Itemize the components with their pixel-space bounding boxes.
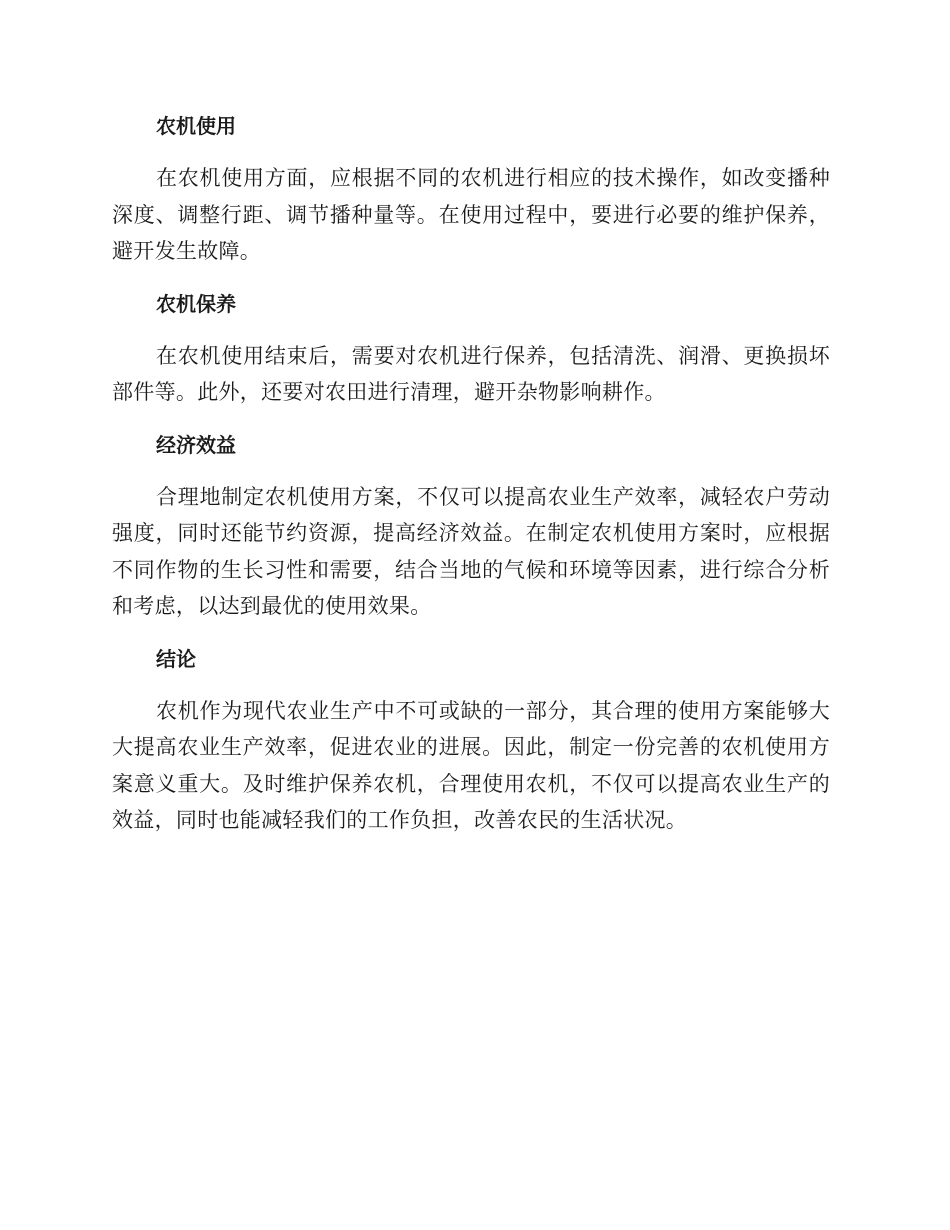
section-heading-usage: 农机使用 <box>156 114 236 138</box>
section-paragraph-economic-benefit: 合理地制定农机使用方案，不仅可以提高农业生产效率，减轻农户劳动强度，同时还能节约资源，提高经济效益。在制定农机使用方案时，应根据不同作物的生长习性和需要，结合当地的气候和环境等因素，进行综合分析和考虑，以达到最优的使用效果。 <box>112 484 830 618</box>
section-heading-conclusion: 结论 <box>156 646 196 671</box>
section-paragraph-conclusion: 农机作为现代农业生产中不可或缺的一部分，其合理的使用方案能够大大提高农业生产效率，促进农业的进展。因此，制定一份完善的农机使用方案意义重大。及时维护保养农机，合理使用农机，不仅可以提高农业生产的效益，同时也能减轻我们的工作负担，改善农民的生活状况。 <box>112 698 830 832</box>
section-heading-economic-benefit: 经济效益 <box>156 432 236 457</box>
section-paragraph-maintenance: 在农机使用结束后，需要对农机进行保养，包括清洗、润滑、更换损坏部件等。此外，还要对农田进行清理，避开杂物影响耕作。 <box>112 343 830 404</box>
document-page <box>112 108 830 839</box>
section-paragraph-usage: 在农机使用方面，应根据不同的农机进行相应的技术操作，如改变播种深度、调整行距、调节播种量等。在使用过程中，要进行必要的维护保养，避开发生故障。 <box>112 166 830 263</box>
section-heading-maintenance: 农机保养 <box>156 291 236 316</box>
